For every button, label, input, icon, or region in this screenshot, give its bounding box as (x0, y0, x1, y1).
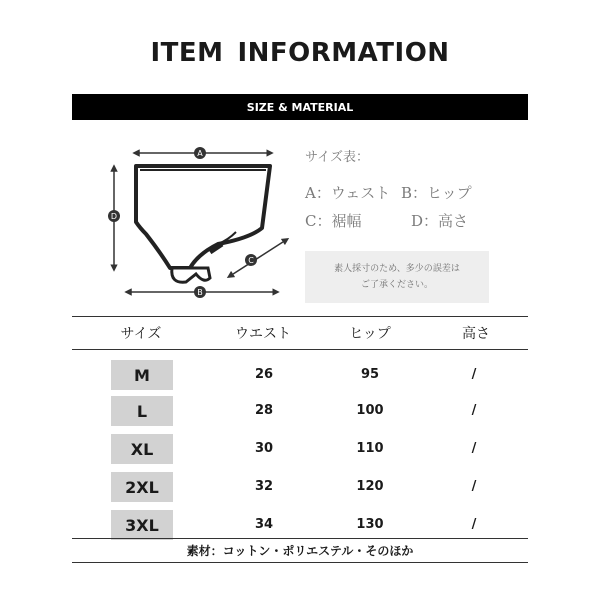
title-word-item: ITEM (150, 38, 224, 68)
waist-cell: 30 (254, 441, 274, 456)
size-label-box: XL (111, 434, 173, 464)
size-label-box: 3XL (111, 510, 173, 540)
header-size: サイズ (120, 326, 162, 342)
height-cell: / (471, 479, 477, 494)
material-line: 素材：コットン・ポリエステル・そのほか (186, 543, 414, 558)
measurement-note (305, 251, 489, 303)
waist-cell: 34 (254, 517, 274, 532)
note-line-2: ご了承ください。 (360, 280, 433, 290)
measure-b (128, 286, 276, 298)
header-waist: ウエスト (235, 326, 291, 342)
height-cell: / (471, 441, 477, 456)
height-cell: / (471, 367, 477, 382)
hip-cell: 110 (356, 441, 384, 456)
label-b: B (197, 288, 203, 297)
legend-heading: サイズ表： (305, 150, 369, 165)
note-line-1: 素人採寸のため、多少の誤差は (334, 264, 460, 274)
title-word-information: INFORMATION (237, 38, 450, 68)
page-title (0, 38, 600, 68)
label-a: A (197, 149, 203, 158)
measure-d (108, 168, 120, 268)
label-d: D (110, 212, 118, 221)
hip-cell: 120 (356, 479, 384, 494)
section-header-bar (72, 94, 528, 120)
table-top-rule (72, 316, 528, 317)
waist-cell: 28 (254, 403, 274, 418)
measure-a (136, 147, 270, 159)
height-cell: / (471, 517, 477, 532)
legend-a: A：ウェスト (305, 184, 391, 202)
header-hip: ヒップ (349, 326, 391, 342)
waist-cell: 32 (254, 479, 274, 494)
section-header-label: SIZE & MATERIAL (246, 100, 354, 114)
legend-c: C：裾幅 (305, 212, 362, 230)
hip-cell: 95 (360, 367, 380, 382)
label-c: C (248, 256, 254, 265)
size-label-box: 2XL (111, 472, 173, 502)
measure-c (230, 240, 286, 276)
table-header-rule (72, 349, 528, 350)
legend-b: B：ヒップ (401, 184, 472, 202)
garment-diagram (100, 136, 300, 306)
hip-cell: 100 (356, 403, 384, 418)
height-cell: / (471, 403, 477, 418)
legend-d: D：高さ (411, 212, 469, 230)
size-label-box: M (111, 360, 173, 390)
hip-cell: 130 (356, 517, 384, 532)
header-height: 高さ (462, 326, 490, 342)
waist-cell: 26 (254, 367, 274, 382)
size-label-box: L (111, 396, 173, 426)
material-bottom-rule (72, 562, 528, 563)
